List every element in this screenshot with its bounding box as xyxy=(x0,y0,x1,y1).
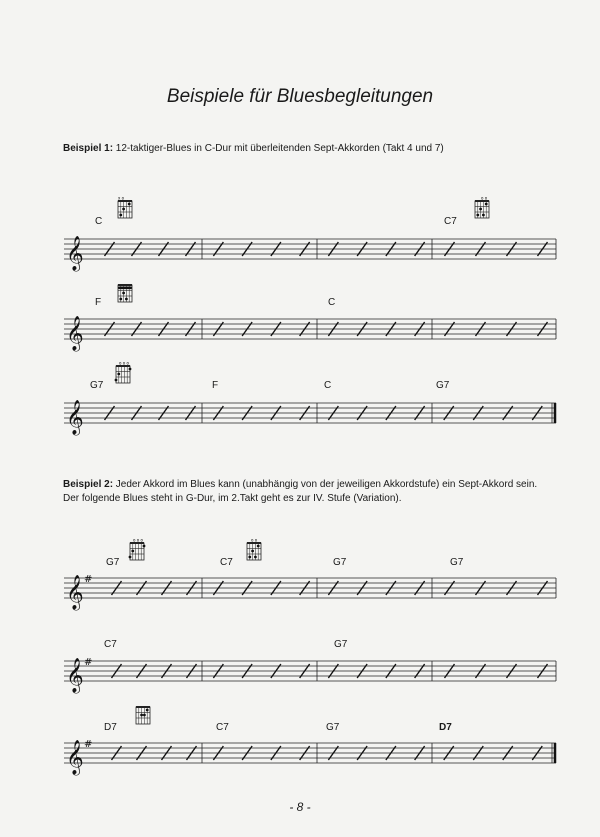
staff-lines xyxy=(64,743,556,763)
chord-name: G7 xyxy=(90,380,104,391)
chord-diagram-c xyxy=(116,196,136,222)
sharp-icon: # xyxy=(84,574,93,585)
chord-name: C7 xyxy=(216,722,229,733)
staff-lines xyxy=(64,661,556,681)
staff-line-system xyxy=(62,572,562,612)
page-title: Beispiele für Bluesbegleitungen xyxy=(166,86,434,107)
chord-name: C xyxy=(95,216,103,227)
treble-clef-icon: 𝄞 xyxy=(66,400,84,435)
staff-line-system xyxy=(62,737,562,777)
example-2-label: Beispiel 2: xyxy=(63,479,114,490)
example-1-description xyxy=(63,142,543,156)
chord-name: G7 xyxy=(436,380,450,391)
chord-name: G7 xyxy=(333,557,347,568)
chord-name: C7 xyxy=(104,639,117,650)
svg-text:o o: o o xyxy=(251,538,258,543)
staff-lines xyxy=(64,403,556,423)
example-2-line-2: Der folgende Blues steht in G-Dur, im 2.Takt geht es zur IV. Stufe (Variation). xyxy=(63,493,402,504)
treble-clef-icon: 𝄞 xyxy=(66,740,84,775)
chord-diagram-c7 xyxy=(245,538,265,564)
chord-name: D7 xyxy=(104,722,117,733)
chord-name: G7 xyxy=(106,557,120,568)
treble-clef-icon: 𝄞 xyxy=(66,658,84,693)
svg-text:o o o: o o o xyxy=(133,538,143,543)
example-1-label: Beispiel 1: xyxy=(63,143,114,154)
diagram-marks: o o o xyxy=(119,361,129,366)
treble-clef-icon: 𝄞 xyxy=(66,236,84,271)
treble-clef-icon: 𝄞 xyxy=(66,316,84,351)
chord-diagram-c7 xyxy=(473,196,493,222)
chord-name: G7 xyxy=(334,639,348,650)
example-2-line-1: Beispiel 2: Jeder Akkord im Blues kann (unabhängig von der jeweiligen Akkordstufe) ein Sept-Akkord sein. xyxy=(63,479,538,490)
staff-lines xyxy=(64,319,556,339)
example-1-text: 12-taktiger-Blues in C-Dur mit überleitenden Sept-Akkorden (Takt 4 und 7) xyxy=(113,143,444,154)
chord-name: D7 xyxy=(439,722,452,733)
example-2-description xyxy=(63,478,543,506)
sharp-icon: # xyxy=(84,739,93,750)
chord-name: C7 xyxy=(220,557,233,568)
chord-name: G7 xyxy=(326,722,340,733)
staff-line-system xyxy=(62,313,562,353)
chord-name: C xyxy=(328,297,336,308)
staff-lines xyxy=(64,239,556,259)
staff-line-system xyxy=(62,655,562,695)
chord-name: G7 xyxy=(450,557,464,568)
sharp-icon: # xyxy=(84,657,93,668)
treble-clef-icon: 𝄞 xyxy=(66,575,84,610)
chord-diagram-g7 xyxy=(128,538,148,564)
diagram-marks: x o xyxy=(118,196,125,201)
chord-diagram-f xyxy=(116,280,136,306)
staff-line-system xyxy=(62,397,562,437)
diagram-marks: o o xyxy=(481,196,488,201)
chord-name: F xyxy=(95,297,102,308)
chord-name: C7 xyxy=(444,216,457,227)
page-number: - 8 - xyxy=(289,800,311,814)
chord-name: C xyxy=(324,380,332,391)
chord-diagram-g7 xyxy=(114,361,134,387)
chord-diagram-d7 xyxy=(134,702,154,728)
staff-lines xyxy=(64,578,556,598)
staff-line-system xyxy=(62,233,562,273)
chord-name: F xyxy=(212,380,219,391)
